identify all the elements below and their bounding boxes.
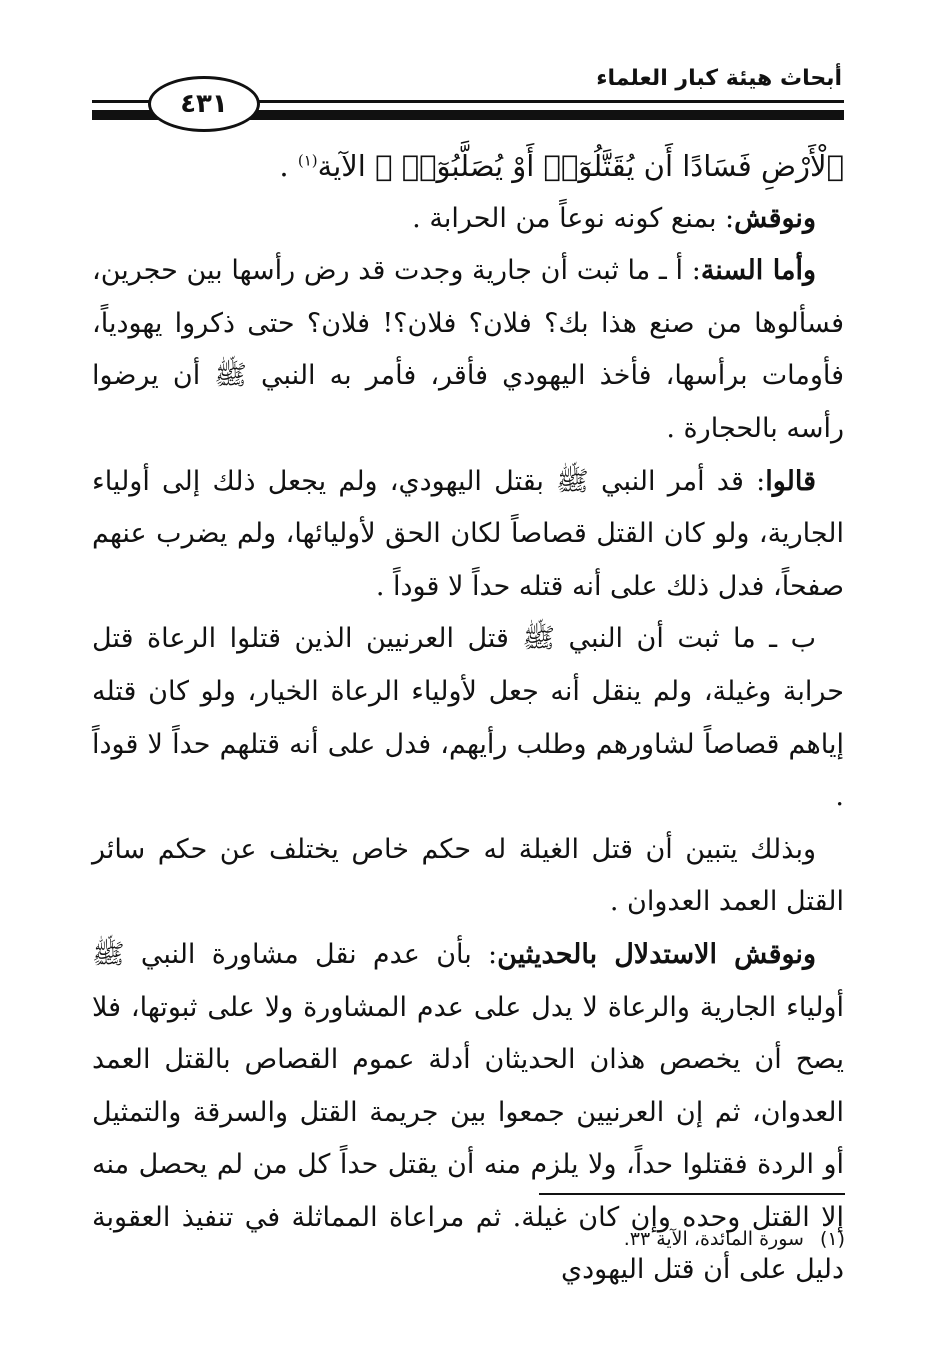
- paragraph-they-said: [92, 456, 844, 614]
- page-number: ٤٣١: [148, 76, 260, 132]
- footnote-ref[interactable]: (١): [297, 151, 318, 170]
- footnote-separator: [539, 1193, 845, 1195]
- paragraph-objection-1: [92, 193, 844, 246]
- paragraph-sunnah: [92, 245, 844, 455]
- quran-end: .: [279, 149, 298, 183]
- paragraph-text: : أ ـ ما ثبت أن جارية وجدت قد رض رأسها بين حجرين، فسألوها من صنع هذا بك؟ فلان؟ فلان؟! فلان؟ حتى ذكروا يهودياً، فأومات برأسها، فأخذ اليهودي فأقر، فأمر به النبي ﷺ أن يرضوا رأسه بالحجارة .: [92, 255, 845, 444]
- paragraph-text: : بأن عدم نقل مشاورة النبي ﷺ أولياء الجارية والرعاة لا يدل على عدم المشاورة ولا على ثبوتها، فلا يصح أن يخصص هذان الحديثان أدلة عموم القصاص بالقتل العمد العدوان، ثم إن العرنيين جمعوا بين جريمة القتل والسرقة والتمثيل أو الردة فقتلوا حداً، ولا يلزم منه أن يقتل حداً كل من لم يحصل منه إلا القتل وحده وإن كان غيلة. ثم مراعاة المماثلة في تنفيذ العقوبة دليل على أن قتل اليهودي: [92, 938, 844, 1286]
- paragraph-conclusion: وبذلك يتبين أن قتل الغيلة له حكم خاص يختلف عن حكم سائر القتل العمد العدوان .: [92, 833, 844, 918]
- paragraph-text: : بمنع كونه نوعاً من الحرابة .: [412, 202, 735, 234]
- footnote: [624, 1228, 845, 1250]
- paragraph-lead: ونوقش الاستدلال بالحديثين: [497, 938, 816, 970]
- paragraph-text: : قد أمر النبي ﷺ بقتل اليهودي، ولم يجعل ذلك إلى أولياء الجارية، ولو كان القتل قصاصاً لكان الحق لأوليائها، ولم يضرب عنهم صفحاً، فدل ذلك على أنه قتله حداً لا قوداً .: [92, 465, 844, 602]
- quran-fragment: ٱلْأَرْضِ فَسَادًا أَن يُقَتَّلُوٓا۟ أَوْ يُصَلَّبُوٓا۟ ﴾ الآية: [317, 149, 844, 183]
- paragraph-lead: ونوقش: [734, 202, 816, 234]
- paragraph-lead: قالوا: [765, 465, 816, 497]
- footnote-text: سورة المائدة، الآية ٣٣.: [623, 1228, 804, 1250]
- running-title: أبحاث هيئة كبار العلماء: [596, 66, 842, 91]
- paragraph-urainiyin: ب ـ ما ثبت أن النبي ﷺ قتل العرنيين الذين قتلوا الرعاة قتل حرابة وغيلة، ولم ينقل أنه جعل لأولياء الرعاة الخيار، ولو كان قتله إياهم قصاصاً لشاورهم وطلب رأيهم، فدل على أنه قتلهم حداً لا قوداً .: [92, 623, 844, 813]
- paragraph-lead: وأما السنة: [700, 255, 816, 287]
- main-text: [92, 140, 844, 1297]
- footnote-marker: (١): [819, 1228, 845, 1250]
- quran-quote-line: [92, 140, 844, 193]
